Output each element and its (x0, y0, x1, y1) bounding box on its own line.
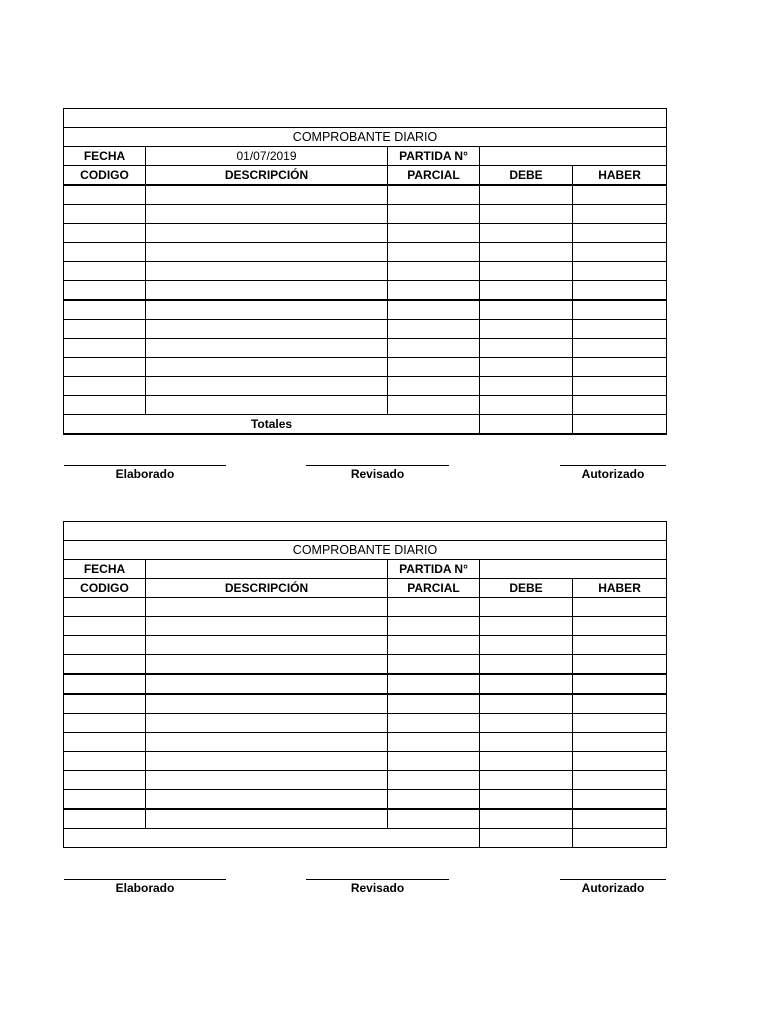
parcial-cell[interactable] (388, 752, 480, 771)
col-parcial: PARCIAL (388, 579, 480, 598)
signature-elaborado (64, 871, 226, 895)
debe-cell[interactable] (480, 224, 573, 243)
descripcion-cell[interactable] (146, 714, 388, 733)
codigo-cell[interactable] (64, 224, 146, 243)
debe-cell[interactable] (480, 674, 573, 694)
signature-line (64, 879, 226, 880)
parcial-cell[interactable] (388, 598, 480, 617)
debe-cell[interactable] (480, 262, 573, 281)
descripcion-cell[interactable] (146, 694, 388, 714)
descripcion-cell[interactable] (146, 790, 388, 810)
partida-label: PARTIDA N° (388, 147, 480, 166)
entry-row (64, 598, 667, 617)
codigo-cell[interactable] (64, 714, 146, 733)
voucher-table-2 (63, 521, 667, 848)
entry-row (64, 617, 667, 636)
blank-header-row (64, 522, 667, 541)
debe-cell[interactable] (480, 339, 573, 358)
entry-row (64, 396, 667, 415)
codigo-cell[interactable] (64, 617, 146, 636)
signature-line (306, 879, 449, 880)
debe-cell[interactable] (480, 598, 573, 617)
signature-revisado (306, 871, 449, 895)
parcial-cell[interactable] (388, 377, 480, 396)
entry-row (64, 205, 667, 224)
col-codigo: CODIGO (64, 579, 146, 598)
codigo-cell[interactable] (64, 358, 146, 377)
col-codigo: CODIGO (64, 166, 146, 186)
codigo-cell[interactable] (64, 339, 146, 358)
debe-cell[interactable] (480, 790, 573, 810)
debe-cell[interactable] (480, 617, 573, 636)
haber-cell[interactable] (573, 714, 667, 733)
debe-cell[interactable] (480, 396, 573, 415)
parcial-cell[interactable] (388, 674, 480, 694)
haber-cell[interactable] (573, 262, 667, 281)
col-debe: DEBE (480, 579, 573, 598)
debe-cell[interactable] (480, 752, 573, 771)
haber-cell[interactable] (573, 733, 667, 752)
totals-label (64, 829, 480, 848)
codigo-cell[interactable] (64, 733, 146, 752)
parcial-cell[interactable] (388, 771, 480, 790)
entry-row (64, 281, 667, 301)
codigo-cell[interactable] (64, 598, 146, 617)
title-row (64, 128, 667, 147)
codigo-cell[interactable] (64, 377, 146, 396)
blank-header-row (64, 109, 667, 128)
col-debe: DEBE (480, 166, 573, 186)
debe-cell[interactable] (480, 655, 573, 675)
voucher-title: COMPROBANTE DIARIO (64, 128, 667, 147)
haber-cell[interactable] (573, 655, 667, 675)
signature-label: Elaborado (115, 467, 175, 481)
haber-cell[interactable] (573, 809, 667, 829)
descripcion-cell[interactable] (146, 655, 388, 675)
parcial-cell[interactable] (388, 655, 480, 675)
totals-row (64, 829, 667, 848)
haber-cell[interactable] (573, 320, 667, 339)
entry-row (64, 636, 667, 655)
parcial-cell[interactable] (388, 636, 480, 655)
partida-label: PARTIDA N° (388, 560, 480, 579)
col-haber: HABER (573, 579, 667, 598)
parcial-cell[interactable] (388, 733, 480, 752)
col-haber: HABER (573, 166, 667, 186)
codigo-cell[interactable] (64, 655, 146, 675)
descripcion-cell[interactable] (146, 752, 388, 771)
entry-row (64, 262, 667, 281)
haber-cell[interactable] (573, 694, 667, 714)
codigo-cell[interactable] (64, 262, 146, 281)
entry-row (64, 752, 667, 771)
debe-cell[interactable] (480, 694, 573, 714)
entry-row (64, 714, 667, 733)
signature-revisado (306, 457, 449, 481)
parcial-cell[interactable] (388, 809, 480, 829)
fecha-row (64, 147, 667, 166)
parcial-cell[interactable] (388, 243, 480, 262)
debe-cell[interactable] (480, 358, 573, 377)
fecha-label: FECHA (64, 560, 146, 579)
descripcion-cell[interactable] (146, 636, 388, 655)
parcial-cell[interactable] (388, 358, 480, 377)
descripcion-cell[interactable] (146, 205, 388, 224)
entry-row (64, 339, 667, 358)
descripcion-cell[interactable] (146, 339, 388, 358)
codigo-cell[interactable] (64, 752, 146, 771)
codigo-cell[interactable] (64, 674, 146, 694)
parcial-cell[interactable] (388, 281, 480, 301)
debe-cell[interactable] (480, 243, 573, 262)
partida-value[interactable] (480, 560, 667, 579)
debe-cell[interactable] (480, 809, 573, 829)
voucher-form-1 (63, 108, 666, 435)
entry-row (64, 224, 667, 243)
descripcion-cell[interactable] (146, 598, 388, 617)
codigo-cell[interactable] (64, 185, 146, 205)
parcial-cell[interactable] (388, 714, 480, 733)
entry-row (64, 771, 667, 790)
debe-cell[interactable] (480, 320, 573, 339)
column-header-row (64, 579, 667, 598)
descripcion-cell[interactable] (146, 185, 388, 205)
fecha-label: FECHA (64, 147, 146, 166)
debe-cell[interactable] (480, 771, 573, 790)
col-parcial: PARCIAL (388, 166, 480, 186)
entry-row (64, 733, 667, 752)
haber-cell[interactable] (573, 281, 667, 301)
debe-cell[interactable] (480, 300, 573, 320)
descripcion-cell[interactable] (146, 771, 388, 790)
parcial-cell[interactable] (388, 396, 480, 415)
entry-row (64, 243, 667, 262)
descripcion-cell[interactable] (146, 300, 388, 320)
haber-cell[interactable] (573, 598, 667, 617)
haber-cell[interactable] (573, 674, 667, 694)
descripcion-cell[interactable] (146, 358, 388, 377)
voucher-form-2 (63, 521, 666, 848)
codigo-cell[interactable] (64, 790, 146, 810)
descripcion-cell[interactable] (146, 396, 388, 415)
voucher-table-1 (63, 108, 667, 435)
codigo-cell[interactable] (64, 205, 146, 224)
codigo-cell[interactable] (64, 771, 146, 790)
debe-cell[interactable] (480, 636, 573, 655)
entry-row (64, 694, 667, 714)
signature-label: Autorizado (581, 467, 645, 481)
signature-label: Revisado (350, 881, 405, 895)
entry-row (64, 790, 667, 810)
descripcion-cell[interactable] (146, 320, 388, 339)
signature-label: Revisado (350, 467, 405, 481)
total-debe-cell[interactable] (480, 415, 573, 435)
haber-cell[interactable] (573, 752, 667, 771)
entry-row (64, 320, 667, 339)
descripcion-cell[interactable] (146, 262, 388, 281)
debe-cell[interactable] (480, 377, 573, 396)
signature-autorizado (560, 457, 666, 481)
parcial-cell[interactable] (388, 617, 480, 636)
codigo-cell[interactable] (64, 243, 146, 262)
haber-cell[interactable] (573, 185, 667, 205)
signature-autorizado (560, 871, 666, 895)
signature-elaborado (64, 457, 226, 481)
codigo-cell[interactable] (64, 636, 146, 655)
haber-cell[interactable] (573, 339, 667, 358)
debe-cell[interactable] (480, 281, 573, 301)
haber-cell[interactable] (573, 636, 667, 655)
parcial-cell[interactable] (388, 790, 480, 810)
entry-row (64, 185, 667, 205)
column-header-row (64, 166, 667, 186)
signature-line (560, 465, 666, 466)
descripcion-cell[interactable] (146, 224, 388, 243)
parcial-cell[interactable] (388, 205, 480, 224)
parcial-cell[interactable] (388, 339, 480, 358)
totals-row (64, 415, 667, 435)
debe-cell[interactable] (480, 185, 573, 205)
signature-line (560, 879, 666, 880)
signature-line (306, 465, 449, 466)
entry-row (64, 809, 667, 829)
parcial-cell[interactable] (388, 694, 480, 714)
fecha-row (64, 560, 667, 579)
partida-value[interactable] (480, 147, 667, 166)
haber-cell[interactable] (573, 205, 667, 224)
codigo-cell[interactable] (64, 320, 146, 339)
haber-cell[interactable] (573, 358, 667, 377)
haber-cell[interactable] (573, 617, 667, 636)
total-debe-cell[interactable] (480, 829, 573, 848)
haber-cell[interactable] (573, 224, 667, 243)
codigo-cell[interactable] (64, 396, 146, 415)
codigo-cell[interactable] (64, 300, 146, 320)
descripcion-cell[interactable] (146, 617, 388, 636)
entry-row (64, 674, 667, 694)
col-descripcion: DESCRIPCIÓN (146, 579, 388, 598)
entry-row (64, 300, 667, 320)
haber-cell[interactable] (573, 771, 667, 790)
descripcion-cell[interactable] (146, 281, 388, 301)
entry-row (64, 377, 667, 396)
codigo-cell[interactable] (64, 694, 146, 714)
descripcion-cell[interactable] (146, 377, 388, 396)
entry-row (64, 358, 667, 377)
fecha-value[interactable] (146, 560, 388, 579)
parcial-cell[interactable] (388, 320, 480, 339)
title-row (64, 541, 667, 560)
descripcion-cell[interactable] (146, 733, 388, 752)
totals-label: Totales (64, 415, 480, 435)
fecha-value[interactable]: 01/07/2019 (146, 147, 388, 166)
debe-cell[interactable] (480, 205, 573, 224)
descripcion-cell[interactable] (146, 809, 388, 829)
signature-label: Elaborado (115, 881, 175, 895)
signature-label: Autorizado (581, 881, 645, 895)
descripcion-cell[interactable] (146, 674, 388, 694)
haber-cell[interactable] (573, 243, 667, 262)
voucher-title: COMPROBANTE DIARIO (64, 541, 667, 560)
haber-cell[interactable] (573, 377, 667, 396)
haber-cell[interactable] (573, 300, 667, 320)
parcial-cell[interactable] (388, 185, 480, 205)
parcial-cell[interactable] (388, 262, 480, 281)
haber-cell[interactable] (573, 396, 667, 415)
haber-cell[interactable] (573, 790, 667, 810)
total-haber-cell[interactable] (573, 415, 667, 435)
signature-block-1 (63, 457, 666, 481)
parcial-cell[interactable] (388, 224, 480, 243)
total-haber-cell[interactable] (573, 829, 667, 848)
entry-row (64, 655, 667, 675)
codigo-cell[interactable] (64, 281, 146, 301)
codigo-cell[interactable] (64, 809, 146, 829)
debe-cell[interactable] (480, 714, 573, 733)
descripcion-cell[interactable] (146, 243, 388, 262)
signature-block-2 (63, 871, 666, 895)
debe-cell[interactable] (480, 733, 573, 752)
col-descripcion: DESCRIPCIÓN (146, 166, 388, 186)
signature-line (64, 465, 226, 466)
parcial-cell[interactable] (388, 300, 480, 320)
